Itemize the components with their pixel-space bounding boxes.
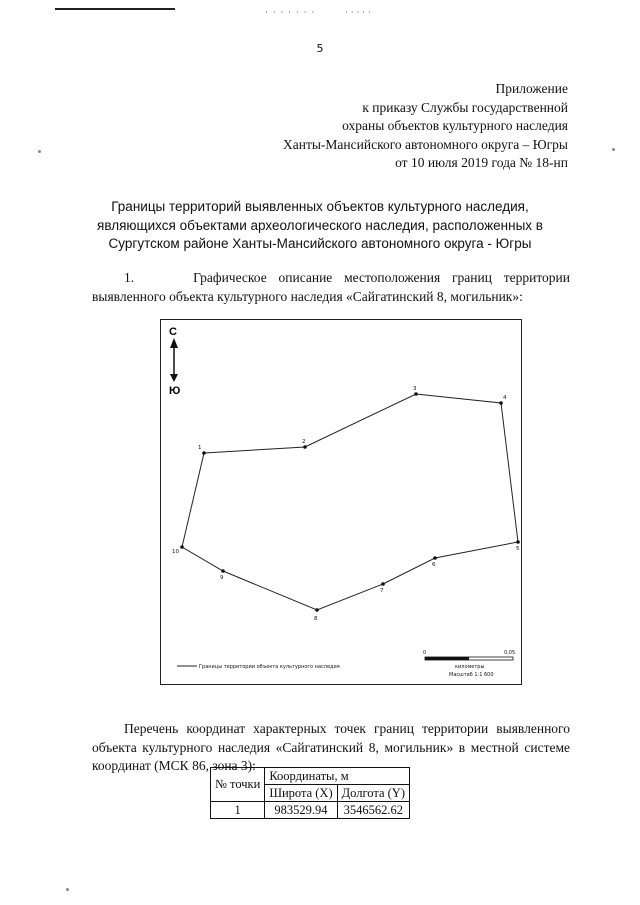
cell-lat: 983529.94 xyxy=(265,802,337,819)
point-label: 1 xyxy=(198,445,202,451)
column-header-coords: Координаты, м xyxy=(265,768,410,785)
appendix-header xyxy=(168,80,568,173)
point-label: 4 xyxy=(503,395,507,401)
scale-start: 0 xyxy=(423,650,427,656)
boundary-point xyxy=(414,392,418,396)
scan-speck xyxy=(38,150,41,153)
point-label: 3 xyxy=(413,386,417,392)
coordinates-table xyxy=(210,767,410,819)
boundary-point xyxy=(221,569,225,573)
column-header-lat: Широта (X) xyxy=(265,785,337,802)
document-title xyxy=(80,198,560,254)
boundary-polygon xyxy=(182,394,518,610)
scan-artifact: · · · · · xyxy=(345,8,371,18)
cell-point: 1 xyxy=(211,802,265,819)
south-label: Ю xyxy=(169,385,181,397)
scale-unit: километры xyxy=(455,664,485,670)
point-label: 2 xyxy=(302,439,306,445)
boundary-point xyxy=(433,556,437,560)
point-label: 10 xyxy=(172,549,179,555)
point-label: 6 xyxy=(432,562,436,568)
boundary-point xyxy=(303,445,307,449)
table-header-row xyxy=(211,768,410,785)
scan-speck xyxy=(612,148,615,151)
boundary-point xyxy=(315,608,319,612)
section-number: 1. xyxy=(124,270,135,285)
boundary-map xyxy=(160,319,522,685)
boundary-point xyxy=(381,582,385,586)
boundary-point xyxy=(180,545,184,549)
title-line: Границы территорий выявленных объектов культурного наследия, xyxy=(111,199,529,214)
north-arrow-icon xyxy=(169,326,180,397)
coordinates-intro-text: Перечень координат характерных точек границ территории выявленного объекта культурного наследия «Сайгатинский 8, могильник» в местной системе координат (МСК 86, зона 3): xyxy=(92,721,570,773)
appendix-line: охраны объектов культурного наследия xyxy=(342,118,568,133)
appendix-line: Приложение xyxy=(495,81,568,96)
page-number: 5 xyxy=(316,42,324,55)
title-line: Сургутском районе Ханты-Мансийского автономного округа - Югры xyxy=(108,236,532,251)
column-header-point: № точки xyxy=(211,768,265,802)
point-label: 5 xyxy=(516,546,520,552)
section-1-paragraph xyxy=(92,269,570,306)
section-text: Графическое описание местоположения границ территории выявленного объекта культурного наследия «Сайгатинский 8, могильник»: xyxy=(92,270,571,304)
column-header-lon: Долгота (Y) xyxy=(337,785,409,802)
map-canvas xyxy=(161,320,521,684)
point-label: 7 xyxy=(380,588,384,594)
boundary-point xyxy=(202,451,206,455)
north-label: С xyxy=(169,326,177,338)
table-row xyxy=(211,802,410,819)
appendix-line: Ханты-Мансийского автономного округа – Югры xyxy=(283,136,568,152)
scale-bar xyxy=(423,650,515,678)
point-label: 9 xyxy=(220,575,224,581)
scale-end: 0,05 xyxy=(504,650,516,656)
boundary-point xyxy=(516,540,520,544)
scan-speck xyxy=(66,888,69,891)
scan-artifact: · · · · · · · xyxy=(265,8,316,18)
boundary-point xyxy=(499,401,503,405)
scale-text: Масштаб 1:1 600 xyxy=(449,672,494,678)
appendix-line: к приказу Службы государственной xyxy=(362,99,568,115)
cell-lon: 3546562.62 xyxy=(337,802,409,819)
legend-text: Границы территории объекта культурного наследия xyxy=(199,664,340,670)
title-line: являющихся объектами археологического наследия, расположенных в xyxy=(97,217,543,233)
appendix-line: от 10 июля 2019 года № 18-нп xyxy=(395,155,568,170)
scan-top-line xyxy=(55,8,175,10)
point-label: 8 xyxy=(314,616,318,622)
